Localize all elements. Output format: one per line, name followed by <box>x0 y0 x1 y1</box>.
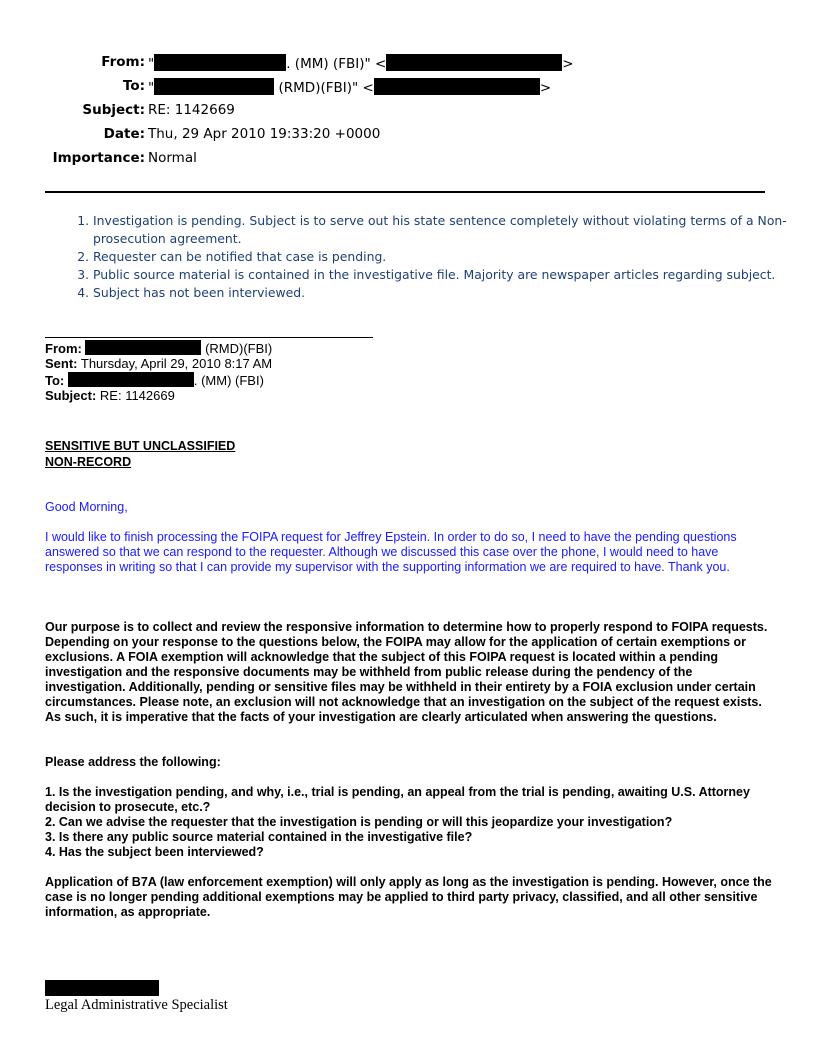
forwarded-sent: Sent: Thursday, April 29, 2010 8:17 AM <box>45 356 273 371</box>
date-label: Date: <box>103 126 145 142</box>
header-divider <box>45 191 765 193</box>
to-value: " (RMD)(FBI)" < > <box>148 80 552 96</box>
forwarded-subject-label: Subject: <box>45 388 97 403</box>
redaction-block <box>374 78 540 95</box>
signature-redaction <box>45 980 159 996</box>
forwarded-subject: Subject: RE: 1142669 <box>45 388 175 403</box>
forwarded-from: From: (RMD)(FBI) <box>45 341 273 356</box>
to-label: To: <box>122 78 145 94</box>
from-label: From: <box>101 54 145 70</box>
list-item: 3. Is there any public source material contained in the investigative file? <box>45 830 473 844</box>
list-item: 1. Is the investigation pending, and why, i.e., trial is pending, an appeal from the trial is pending, awaiting U.S. Attorney decision to prosecute, etc.? <box>45 785 750 814</box>
forwarded-to-label: To: <box>45 373 65 388</box>
questions-list <box>45 785 775 860</box>
header-to-row <box>0 78 700 98</box>
redaction-block <box>154 54 286 71</box>
from-value: " . (MM) (FBI)" < > <box>148 56 574 72</box>
purpose-paragraph: Our purpose is to collect and review the responsive information to determine how to properly respond to FOIPA requests. Depending on your response to the questions below, the FOIPA may allow for the application of certain exemptions or exclusions. A FOIA exemption will acknowledge that the subject of this FOIPA request is located within a pending investigation and the responsive documents may be withheld from public release during the pendency of the investigation. Additionally, pending or sensitive files may be withheld in their entirety by a FOIA exclusion under certain circumstances. Please note, an exclusion will not acknowledge that an investigation on the subject of the request exists. As such, it is imperative that the facts of your investigation are clearly articulated when answering the questions. <box>45 620 768 724</box>
classification-line: SENSITIVE BUT UNCLASSIFIED <box>45 439 236 453</box>
redaction-block <box>154 78 274 95</box>
header-date-row <box>0 126 700 146</box>
reply-list <box>55 212 803 302</box>
redaction-block <box>386 54 562 71</box>
list-item: 3. Public source material is contained in the investigative file. Majority are newspaper articles regarding subject. <box>93 266 803 284</box>
list-item: 1. Investigation is pending. Subject is to serve out his state sentence completely without violating terms of a Non-prosecution agreement. <box>93 212 803 248</box>
subject-value: RE: 1142669 <box>148 102 235 118</box>
redaction-block <box>68 372 194 387</box>
closing-paragraph: Application of B7A (law enforcement exemption) will only apply as long as the investigation is pending. However, once the case is no longer pending additional exemptions may be applied to third party privacy, classified, and all other sensitive information, as appropriate. <box>45 875 772 919</box>
redaction-block <box>85 340 201 355</box>
date-value: Thu, 29 Apr 2010 19:33:20 +0000 <box>148 126 381 142</box>
importance-label: Importance: <box>52 150 145 166</box>
subject-label: Subject: <box>82 102 145 118</box>
signature-title: Legal Administrative Specialist <box>45 997 228 1013</box>
address-line: Please address the following: <box>45 755 221 769</box>
list-item: 4. Subject has not been interviewed. <box>93 284 803 302</box>
importance-value: Normal <box>148 150 197 166</box>
forward-divider <box>45 337 373 338</box>
greeting: Good Morning, <box>45 500 128 514</box>
header-importance-row <box>0 150 700 170</box>
list-item: 2. Requester can be notified that case is pending. <box>93 248 803 266</box>
header-from-row <box>0 54 700 74</box>
forwarded-sent-label: Sent: <box>45 356 78 371</box>
list-item: 4. Has the subject been interviewed? <box>45 845 264 859</box>
record-line: NON-RECORD <box>45 455 132 469</box>
header-subject-row <box>0 102 700 122</box>
list-item: 2. Can we advise the requester that the investigation is pending or will this jeopardize your investigation? <box>45 815 673 829</box>
forwarded-to: To: . (MM) (FBI) <box>45 373 264 388</box>
request-paragraph: I would like to finish processing the FOIPA request for Jeffrey Epstein. In order to do so, I need to have the pending questions answered so that we can respond to the requester. Although we discussed this case over the phone, I would need to have responses in writing so that I can provide my supervisor with the supporting information we are required to have. Thank you. <box>45 530 737 574</box>
forwarded-from-label: From: <box>45 341 82 356</box>
